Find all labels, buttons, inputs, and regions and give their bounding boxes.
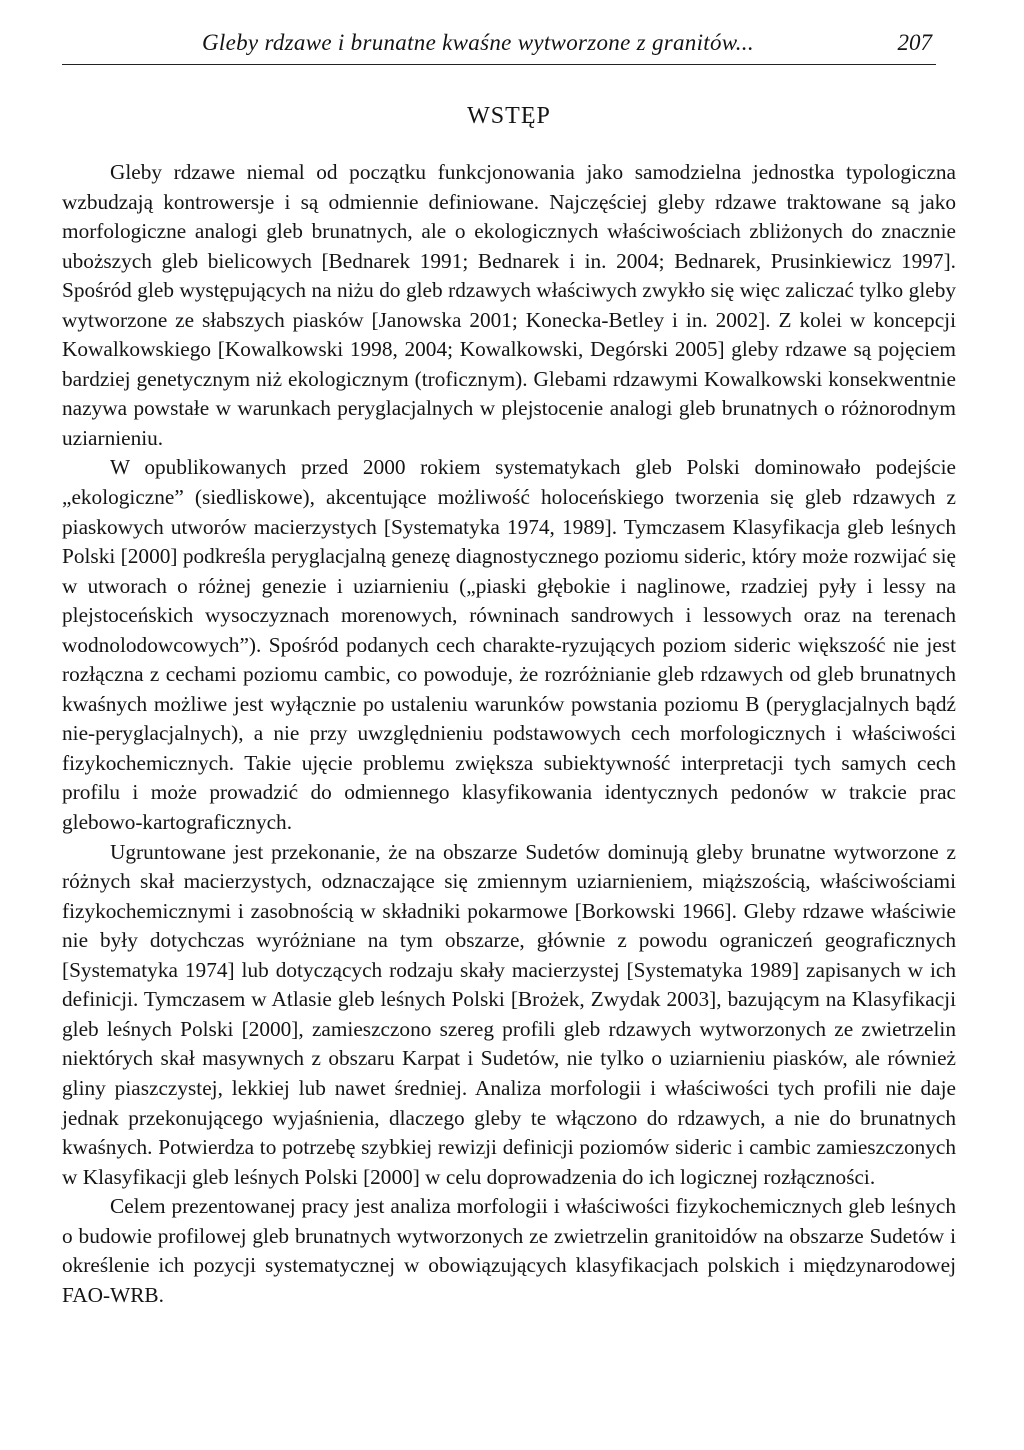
paragraph: Celem prezentowanej pracy jest analiza morfologii i właściwości fizykochemicznych gleb leśnych o budowie profilowej gleb brunatnych wytworzonych ze zwietrzelin granitoidów na obszarze Sudetów i określenie ich pozycji systematycznej w obowiązujących klasyfikacjach polskich i międzynarodowej FAO-WRB. [62, 1194, 956, 1307]
paragraph: Ugruntowane jest przekonanie, że na obszarze Sudetów dominują gleby brunatne wytworzone z różnych skał macierzystych, odznaczające się zmiennym uziarnieniem, miąższością, właściwościami fizykochemicznymi i zasobnością w składniki pokarmowe [Borkowski 1966]. Gleby rdzawe właściwie nie były dotychczas wyróżniane na tym obszarze, głównie z powodu ograniczeń geograficznych [Systematyka 1974] lub dotyczących rodzaju skały macierzystej [Systematyka 1989] zapisanych w ich definicji. Tymczasem w Atlasie gleb leśnych Polski [Brożek, Zwydak 2003], bazującym na Klasyfikacji gleb leśnych Polski [2000], zamieszczono szereg profili gleb rdzawych wytworzonych ze zwietrzelin niektórych skał masywnych z obszaru Karpat i Sudetów, nie tylko o uziarnieniu piasków, ale również gliny piaszczystej, lekkiej lub nawet średniej. Analiza morfologii i właściwości tych profili nie daje jednak przekonującego wyjaśnienia, dlaczego gleby te włączono do rdzawych, a nie do brunatnych kwaśnych. Potwierdza to potrzebę szybkiej rewizji definicji poziomów sideric i cambic zamieszczonych w Klasyfikacji gleb leśnych Polski [2000] w celu doprowadzenia do ich logicznej rozłączności. [62, 839, 956, 1189]
running-title: Gleby rdzawe i brunatne kwaśne wytworzone z granitów... [202, 30, 754, 55]
page-number: 207 [897, 30, 932, 55]
paragraph: Gleby rdzawe niemal od początku funkcjonowania jako samodzielna jednostka typologiczna wzbudzają kontrowersje i są odmiennie definiowane. Najczęściej gleby rdzawe traktowane są jako morfologiczne analogi gleb brunatnych, ale o ekologicznych właściwościach zbliżonych do znacznie uboższych gleb bielicowych [Bednarek 1991; Bednarek i in. 2004; Bednarek, Prusinkiewicz 1997]. Spośród gleb występujących na niżu do gleb rdzawych właściwych zwykło się więc zaliczać tylko gleby wytworzone ze słabszych piasków [Janowska 2001; Konecka-Betley i in. 2002]. Z kolei w koncepcji Kowalkowskiego [Kowalkowski 1998, 2004; Kowalkowski, Degórski 2005] gleby rdzawe są pojęciem bardziej genetycznym niż ekologicznym (troficznym). Glebami rdzawymi Kowalkowski konsekwentnie nazywa powstałe w warunkach peryglacjalnych w plejstocenie analogi gleb brunatnych o różnorodnym uziarnieniu. [62, 160, 956, 450]
header-rule [62, 64, 936, 65]
running-header [62, 30, 936, 70]
body-text [62, 158, 956, 1310]
paragraph: W opublikowanych przed 2000 rokiem systematykach gleb Polski dominowało podejście „ekologiczne” (siedliskowe), akcentujące możliwość holoceńskiego tworzenia się gleb rdzawych z piaskowych utworów macierzystych [Systematyka 1974, 1989]. Tymczasem Klasyfikacja gleb leśnych Polski [2000] podkreśla peryglacjalną genezę diagnostycznego poziomu sideric, który może rozwijać się w utworach o różnej genezie i uziarnieniu („piaski głębokie i naglinowe, rzadziej pyły i lessy na plejstoceńskich wysoczyznach morenowych, równinach sandrowych i lessowych oraz na terenach wodnolodowcowych”). Spośród podanych cech charakte-ryzujących poziom sideric większość nie jest rozłączna z cechami poziomu cambic, co powoduje, że rozróżnianie gleb rdzawych od gleb brunatnych kwaśnych możliwe jest wyłącznie po ustaleniu warunków powstania poziomu B (peryglacjalnych bądź nie-peryglacjalnych), a nie przy uwzględnieniu podstawowych cech morfologicznych i właściwości fizykochemicznych. Takie ujęcie problemu zwiększa subiektywność interpretacji tych samych cech profilu i może prowadzić do odmiennego klasyfikowania identycznych pedonów w trakcie prac glebowo-kartograficznych. [62, 455, 956, 835]
section-heading: WSTĘP [467, 103, 551, 129]
